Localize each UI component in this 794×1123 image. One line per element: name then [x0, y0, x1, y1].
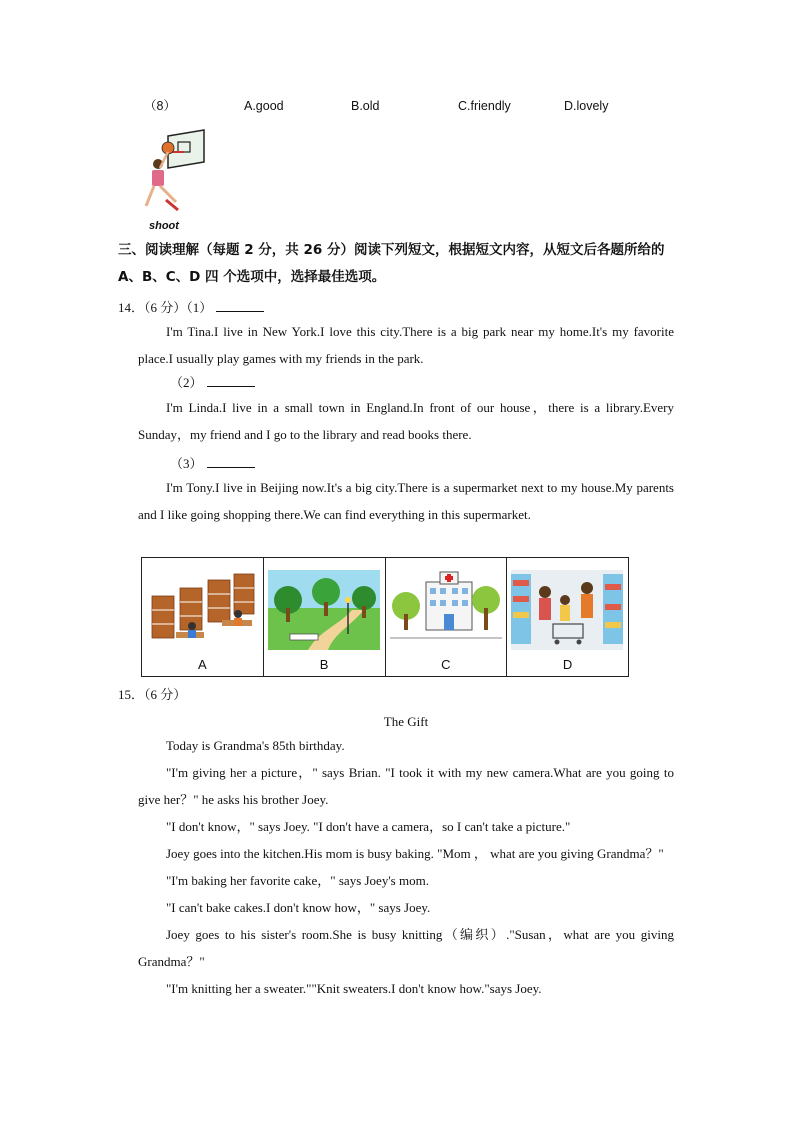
picture-a-label: A: [198, 657, 207, 672]
story-line: Joey goes to his sister's room.She is busy knitting（编织）."Susan，what are you giving Grandma？": [138, 927, 674, 969]
option-b: B.old: [351, 99, 380, 113]
option-a: A.good: [244, 99, 284, 113]
option-d: D.lovely: [564, 99, 609, 113]
question-14-header: [118, 299, 264, 314]
story-line: "I'm knitting her a sweater.""Knit sweaters.I don't know how."says Joey.: [166, 981, 542, 996]
picture-d: [507, 558, 628, 676]
question-8-number: （8）: [144, 99, 176, 113]
subquestion-3: [170, 455, 255, 470]
story-line: Today is Grandma's 85th birthday.: [166, 738, 345, 753]
picture-c: [386, 558, 508, 676]
park-icon: [268, 570, 380, 650]
passage-3-text: I'm Tony.I live in Beijing now.It's a big city.There is a supermarket next to my house.My parents and I like going shopping there.We can find everything in this supermarket.: [138, 480, 674, 522]
library-icon: [146, 570, 258, 650]
image-caption: shoot: [149, 220, 179, 232]
answer-blank[interactable]: [216, 299, 264, 312]
story-line: "I'm baking her favorite cake，" says Joey's mom.: [166, 873, 429, 888]
subquestion-2-number: （2）: [170, 375, 203, 390]
story-line: "I can't bake cakes.I don't know how，" says Joey.: [166, 900, 431, 915]
answer-blank[interactable]: [207, 455, 255, 468]
passage-2-text: I'm Linda.I live in a small town in England.In front of our house，there is a library.Every Sunday，my friend and I go to the library and read books there.: [138, 400, 674, 442]
subquestion-3-number: （3）: [170, 456, 203, 471]
supermarket-icon: [511, 570, 623, 650]
option-c: C.friendly: [458, 99, 511, 113]
section-heading-line-1: 三、阅读理解（每题 2 分，共 26 分）阅读下列短文，根据短文内容，从短文后各题所给的: [118, 242, 665, 258]
basketball-shoot-illustration: [138, 128, 208, 218]
question-15-header: 15．（6 分）: [118, 687, 187, 702]
picture-c-label: C: [441, 657, 451, 672]
passage-1: [138, 318, 674, 372]
story-line: Joey goes into the kitchen.His mom is busy baking. "Mom ， what are you giving Grandma？": [166, 846, 664, 861]
picture-d-label: D: [562, 657, 573, 672]
subquestion-2: [170, 374, 255, 389]
picture-b: [264, 558, 386, 676]
question-14-number: 14．（6 分）（1）: [118, 300, 213, 315]
story-line: "I'm giving her a picture，" says Brian. "I took it with my new camera.What are you going to give her？" he asks his brother Joey.: [138, 765, 674, 807]
passage-3: [138, 474, 674, 528]
story-body: [138, 732, 674, 1002]
picture-a: [142, 558, 264, 676]
story-line: "I don't know，" says Joey. "I don't have a camera，so I can't take a picture.": [166, 819, 571, 834]
passage-2: [138, 394, 674, 448]
section-heading-line-2: A、B、C、D 四 个选项中，选择最佳选项。: [118, 269, 386, 285]
story-title: The Gift: [383, 714, 429, 729]
picture-b-label: B: [319, 657, 329, 672]
passage-1-text: I'm Tina.I live in New York.I love this city.There is a big park near my home.It's my favorite place.I usually play games with my friends in the park.: [138, 324, 674, 366]
picture-options: [141, 557, 629, 677]
hospital-icon: [390, 570, 502, 650]
answer-blank[interactable]: [207, 374, 255, 387]
